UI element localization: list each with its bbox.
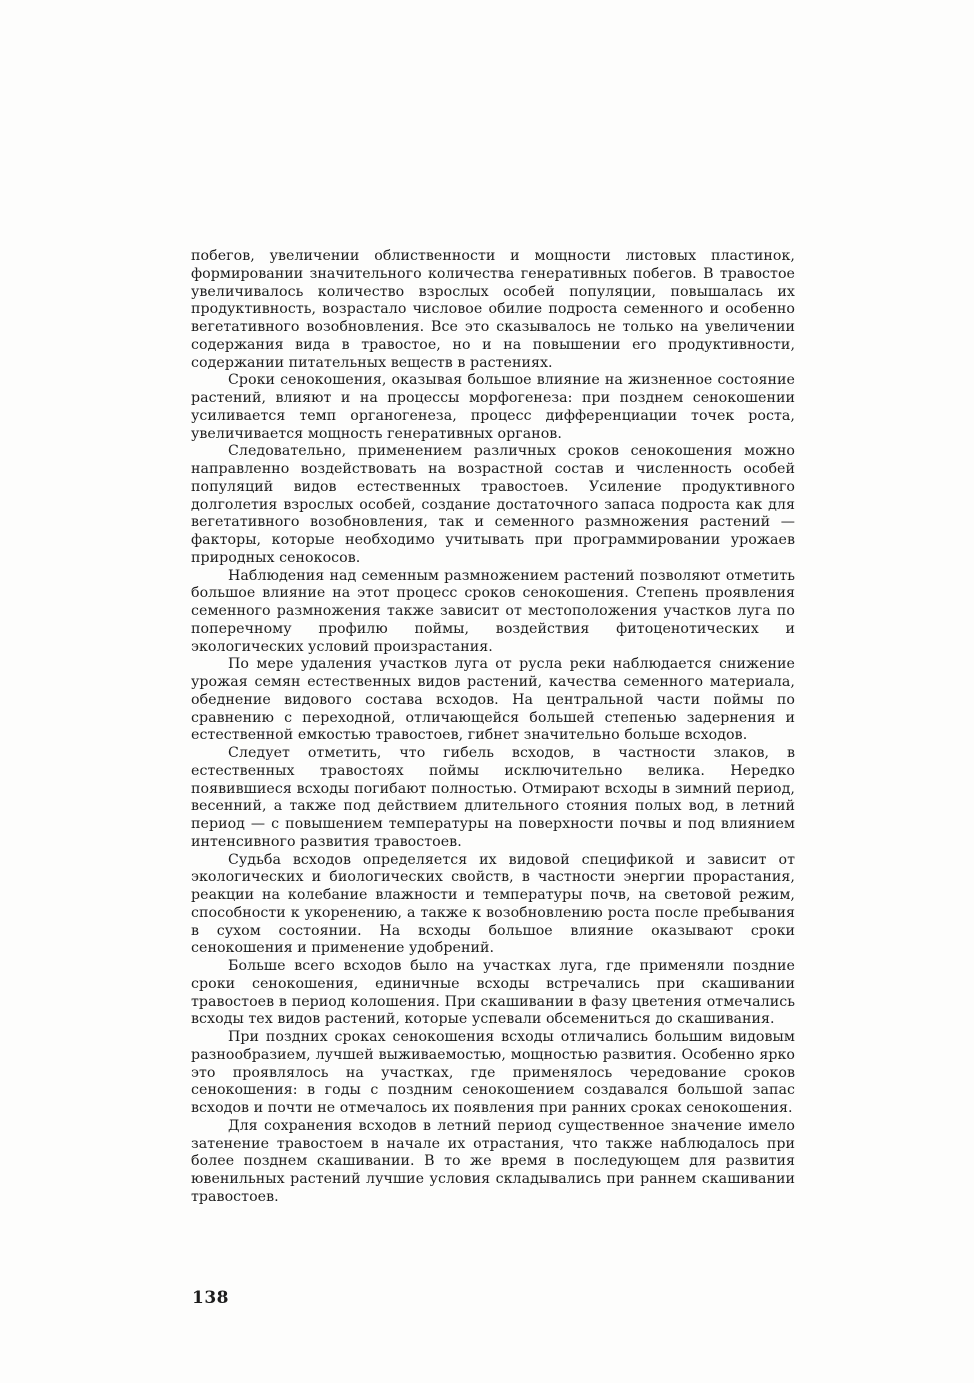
paragraph: Следует отметить, что гибель всходов, в частности злаков, в естественных травостоях поймы исключительно велика. Нередко появившиеся всходы погибают полностью. Отмирают всходы в зимний период, весенний, а также под действием длительного стояния полых вод, в летний период — с повышением температуры на поверхности почвы и под влиянием интенсивного развития травостоев. — [191, 745, 795, 850]
paragraph: По мере удаления участков луга от русла реки наблюдается снижение урожая семян естественных видов растений, качества семенного материала, обеднение видового состава всходов. На центральной части поймы по сравнению с переходной, отличающейся большей степенью задернения и естественной емкостью травостоев, гибнет значительно больше всходов. — [191, 656, 795, 744]
paragraph: Больше всего всходов было на участках луга, где применяли поздние сроки сенокошения, единичные всходы встречались при скашивании травостоев в период колошения. При скашивании в фазу цветения отмечались всходы тех видов растений, которые успевали обсемениться до скашивания. — [191, 958, 795, 1028]
paragraph-continuation: побегов, увеличении облиственности и мощности листовых пластинок, формировании значительного количества генеративных побегов. В травостое увеличивалось количество взрослых особей популяции, повышалась их продуктивность, возрастало числовое обилие подроста семенного и особенно вегетативного возобновления. Все это сказывалось не только на увеличении содержания вида в травостое, но и на повышении его продуктивности, содержании питательных веществ в растениях. — [191, 248, 795, 371]
body-text — [191, 248, 795, 1207]
paragraph: Судьба всходов определяется их видовой спецификой и зависит от экологических и биологических свойств, в частности энергии прорастания, реакции на колебание влажности и температуры почв, на световой режим, способности к укоренению, а также к возобновлению роста после пребывания в сухом состоянии. На всходы большое влияние оказывают сроки сенокошения и применение удобрений. — [191, 851, 795, 957]
paragraph: При поздних сроках сенокошения всходы отличались большим видовым разнообразием, лучшей выживаемостью, мощностью развития. Особенно ярко это проявлялось на участках, где применялось чередование сроков сенокошения: в годы с поздним сенокошением создавался большой запас всходов и почти не отмечалось их появления при ранних сроках сенокошения. — [191, 1029, 795, 1116]
paragraph: Следовательно, применением различных сроков сенокошения можно направленно воздействовать на возрастной состав и численность особей популяций видов естественных травостоев. Усиление продуктивного долголетия взрослых особей, создание достаточного запаса подроста как для вегетативного возобновления, так и семенного размножения растений — факторы, которые необходимо учитывать при программировании урожаев природных сенокосов. — [191, 443, 795, 566]
paragraph: Сроки сенокошения, оказывая большое влияние на жизненное состояние растений, влияют и на процессы морфогенеза: при позднем сенокошении усиливается темп органогенеза, процесс дифференциации точек роста, увеличивается мощность генеративных органов. — [191, 372, 795, 442]
page-number: 138 — [192, 1288, 229, 1308]
paragraph: Наблюдения над семенным размножением растений позволяют отметить большое влияние на этот процесс сроков сенокошения. Степень проявления семенного размножения также зависит от местоположения участков луга по поперечному профилю поймы, воздействия фитоценотических и экологических условий произрастания. — [191, 567, 795, 655]
paragraph: Для сохранения всходов в летний период существенное значение имело затенение травостоем в начале их отрастания, что также наблюдалось при более позднем скашивании. В то же время в последующем для развития ювенильных растений лучшие условия складывались при раннем скашивании травостоев. — [191, 1117, 795, 1205]
